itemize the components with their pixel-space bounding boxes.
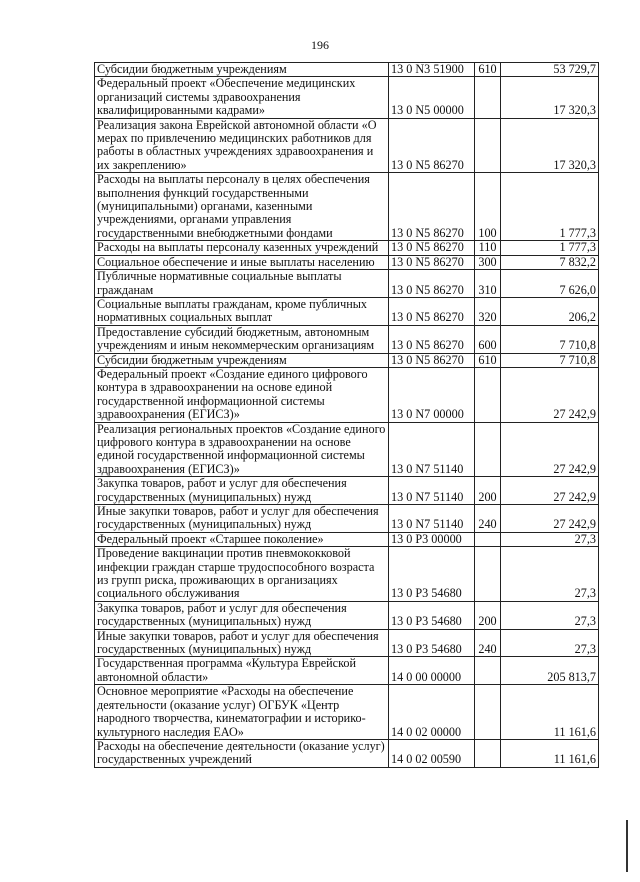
row-name: Закупка товаров, работ и услуг для обеспечения государственных (муниципальных) нужд <box>95 477 389 505</box>
row-expense-type <box>475 118 501 173</box>
row-name: Федеральный проект «Старшее поколение» <box>95 532 389 546</box>
row-amount: 27 242,9 <box>501 367 599 422</box>
table-row <box>95 63 599 77</box>
margin-mark <box>626 820 628 872</box>
table-row <box>95 685 599 740</box>
row-name: Предоставление субсидий бюджетным, автономным учреждениям и иным некоммерческим организациям <box>95 325 389 353</box>
row-name: Расходы на выплаты персоналу в целях обеспечения выполнения функций государственными (муниципальными) органами, казенными учреждениями, органами управления государственными внебюджетными фондами <box>95 173 389 241</box>
row-expense-type: 600 <box>475 325 501 353</box>
table-row <box>95 367 599 422</box>
row-amount: 11 161,6 <box>501 685 599 740</box>
row-code: 13 0 N5 86270 <box>389 241 475 255</box>
row-code: 13 0 N5 86270 <box>389 353 475 367</box>
row-amount: 27 242,9 <box>501 505 599 533</box>
row-amount: 27 242,9 <box>501 477 599 505</box>
row-name: Реализация региональных проектов «Создание единого цифрового контура в здравоохранении на основе единой государственной информационной системы здравоохранения (ЕГИСЗ)» <box>95 422 389 477</box>
table-row <box>95 505 599 533</box>
row-code: 13 0 N5 86270 <box>389 118 475 173</box>
table-row <box>95 77 599 118</box>
row-expense-type: 300 <box>475 255 501 269</box>
row-amount: 11 161,6 <box>501 739 599 767</box>
row-code: 13 0 P3 54680 <box>389 547 475 602</box>
row-name: Проведение вакцинации против пневмококковой инфекции граждан старше трудоспособного возраста из групп риска, проживающих в организациях социального обслуживания <box>95 547 389 602</box>
row-amount: 27,3 <box>501 532 599 546</box>
row-code: 14 0 02 00590 <box>389 739 475 767</box>
row-expense-type: 320 <box>475 297 501 325</box>
row-name: Субсидии бюджетным учреждениям <box>95 353 389 367</box>
row-name: Иные закупки товаров, работ и услуг для обеспечения государственных (муниципальных) нужд <box>95 505 389 533</box>
row-amount: 27 242,9 <box>501 422 599 477</box>
row-name: Иные закупки товаров, работ и услуг для обеспечения государственных (муниципальных) нужд <box>95 629 389 657</box>
row-amount: 7 710,8 <box>501 325 599 353</box>
row-name: Социальное обеспечение и иные выплаты населению <box>95 255 389 269</box>
row-code: 13 0 P3 54680 <box>389 629 475 657</box>
row-code: 14 0 02 00000 <box>389 685 475 740</box>
row-code: 13 0 N5 86270 <box>389 270 475 298</box>
row-expense-type: 100 <box>475 173 501 241</box>
row-name: Федеральный проект «Обеспечение медицинских организаций системы здравоохранения квалифицированными кадрами» <box>95 77 389 118</box>
row-expense-type: 200 <box>475 477 501 505</box>
row-code: 13 0 N7 51140 <box>389 477 475 505</box>
row-expense-type <box>475 739 501 767</box>
row-name: Расходы на выплаты персоналу казенных учреждений <box>95 241 389 255</box>
row-expense-type <box>475 547 501 602</box>
row-code: 13 0 P3 54680 <box>389 601 475 629</box>
row-expense-type: 310 <box>475 270 501 298</box>
table-row <box>95 173 599 241</box>
row-name: Государственная программа «Культура Еврейской автономной области» <box>95 657 389 685</box>
row-expense-type <box>475 367 501 422</box>
table-row <box>95 629 599 657</box>
table-row <box>95 270 599 298</box>
row-name: Публичные нормативные социальные выплаты гражданам <box>95 270 389 298</box>
table-row <box>95 353 599 367</box>
row-amount: 53 729,7 <box>501 63 599 77</box>
row-expense-type: 610 <box>475 353 501 367</box>
row-expense-type: 200 <box>475 601 501 629</box>
row-amount: 27,3 <box>501 629 599 657</box>
row-code: 13 0 P3 00000 <box>389 532 475 546</box>
table-row <box>95 532 599 546</box>
row-expense-type: 240 <box>475 629 501 657</box>
row-code: 13 0 N5 00000 <box>389 77 475 118</box>
row-expense-type: 110 <box>475 241 501 255</box>
row-expense-type <box>475 685 501 740</box>
table-row <box>95 241 599 255</box>
page-number: 196 <box>311 38 329 52</box>
row-amount: 1 777,3 <box>501 241 599 255</box>
row-expense-type <box>475 77 501 118</box>
table-row <box>95 255 599 269</box>
row-code: 13 0 N3 51900 <box>389 63 475 77</box>
table-row <box>95 601 599 629</box>
row-expense-type: 610 <box>475 63 501 77</box>
row-code: 13 0 N5 86270 <box>389 297 475 325</box>
table-row <box>95 739 599 767</box>
row-amount: 27,3 <box>501 601 599 629</box>
row-name: Закупка товаров, работ и услуг для обеспечения государственных (муниципальных) нужд <box>95 601 389 629</box>
row-amount: 17 320,3 <box>501 118 599 173</box>
table-row <box>95 422 599 477</box>
row-amount: 205 813,7 <box>501 657 599 685</box>
row-name: Субсидии бюджетным учреждениям <box>95 63 389 77</box>
table-row <box>95 325 599 353</box>
row-amount: 1 777,3 <box>501 173 599 241</box>
table-row <box>95 297 599 325</box>
row-code: 13 0 N5 86270 <box>389 325 475 353</box>
row-expense-type: 240 <box>475 505 501 533</box>
table-row <box>95 657 599 685</box>
row-amount: 7 626,0 <box>501 270 599 298</box>
table-row <box>95 118 599 173</box>
row-code: 13 0 N5 86270 <box>389 173 475 241</box>
row-amount: 7 710,8 <box>501 353 599 367</box>
budget-table-body <box>95 63 599 768</box>
row-amount: 206,2 <box>501 297 599 325</box>
row-name: Расходы на обеспечение деятельности (оказание услуг) государственных учреждений <box>95 739 389 767</box>
row-code: 13 0 N5 86270 <box>389 255 475 269</box>
row-amount: 7 832,2 <box>501 255 599 269</box>
row-code: 13 0 N7 51140 <box>389 505 475 533</box>
row-amount: 17 320,3 <box>501 77 599 118</box>
row-name: Основное мероприятие «Расходы на обеспечение деятельности (оказание услуг) ОГБУК «Центр народного творчества, кинематографии и историко-культурного наследия ЕАО» <box>95 685 389 740</box>
row-name: Реализация закона Еврейской автономной области «О мерах по привлечению медицинских работников для работы в областных учреждениях здравоохранения и их закреплению» <box>95 118 389 173</box>
row-code: 13 0 N7 00000 <box>389 367 475 422</box>
row-code: 13 0 N7 51140 <box>389 422 475 477</box>
row-expense-type <box>475 422 501 477</box>
row-name: Социальные выплаты гражданам, кроме публичных нормативных социальных выплат <box>95 297 389 325</box>
budget-table <box>94 62 599 768</box>
table-row <box>95 477 599 505</box>
table-row <box>95 547 599 602</box>
row-code: 14 0 00 00000 <box>389 657 475 685</box>
row-amount: 27,3 <box>501 547 599 602</box>
row-name: Федеральный проект «Создание единого цифрового контура в здравоохранении на основе единой государственной информационной системы здравоохранения (ЕГИСЗ)» <box>95 367 389 422</box>
row-expense-type <box>475 532 501 546</box>
row-expense-type <box>475 657 501 685</box>
